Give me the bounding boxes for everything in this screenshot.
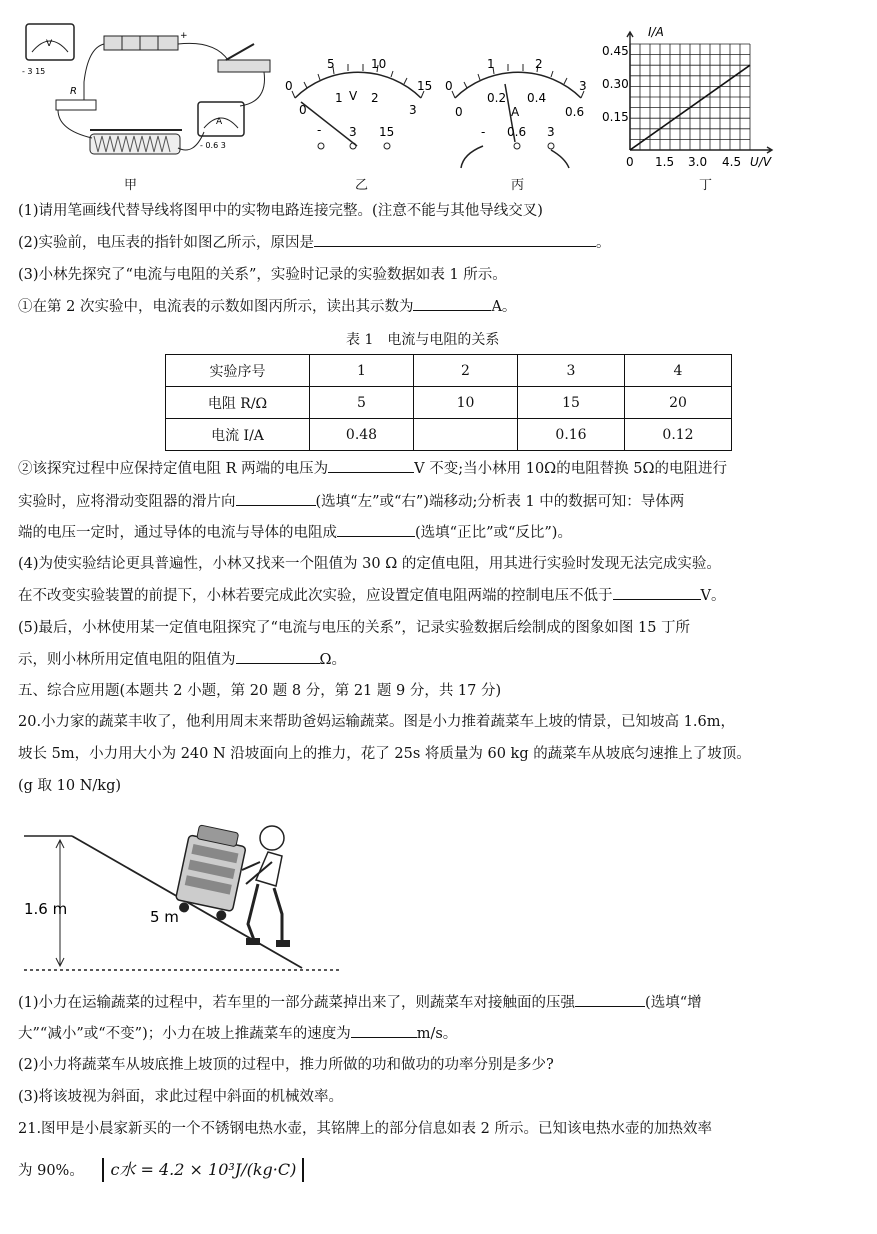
figure-caption-jia: 甲 (124, 178, 138, 193)
amp-top-1: 1 (487, 57, 495, 71)
voltmeter-dial (283, 50, 433, 160)
amp-terminal-0.6: 0.6 (507, 125, 527, 139)
svg-text:V: V (46, 39, 53, 49)
data-table-1 (165, 354, 732, 451)
y-tick-0.15: 0.15 (602, 110, 629, 124)
svg-text:- 3 15: - 3 15 (22, 67, 46, 76)
question-21: 21.图甲是小晨家新买的一个不锈钢电热水壶，其铭牌上的部分信息如表 2 所示。已知该电热水壶的加热效率 (18, 1121, 712, 1137)
y-tick-0.45: 0.45 (602, 44, 629, 58)
x-tick-3.0: 3.0 (688, 155, 708, 169)
x-axis-label: U/V (750, 155, 772, 169)
y-axis-label: I/A (648, 25, 664, 39)
figure-caption-bing: 丙 (511, 178, 525, 193)
volt-bottom-2: 2 (371, 91, 379, 105)
volt-bottom-3: 3 (409, 103, 417, 117)
figure-caption-ding: 丁 (699, 178, 713, 193)
volt-bottom-1: 1 (335, 91, 343, 105)
vegetable-cart (173, 823, 248, 922)
table-caption: 表 1 电流与电阻的关系 (346, 332, 500, 348)
volt-unit: V (349, 89, 358, 103)
volt-terminal-15: 15 (379, 125, 395, 139)
iu-graph (600, 24, 780, 172)
question-20: 20.小力家的蔬菜丰收了，他利用周末来帮助爸妈运输蔬菜。图是小力推着蔬菜车上坡的情景，已知坡高 1.6m， (18, 714, 735, 730)
volt-top-15: 15 (417, 79, 433, 93)
question-20-1-cont: 大”“减小”或“不变”)；小力在坡上推蔬菜车的速度为 m/s。 (18, 1023, 457, 1044)
answer-blank-20-1a[interactable] (575, 992, 645, 1007)
answer-blank-4[interactable] (613, 585, 701, 600)
volt-terminal-minus: - (317, 123, 322, 137)
slope-length-label: 5 m (150, 908, 179, 926)
svg-text:A: A (216, 117, 223, 127)
volt-bottom-0: 0 (299, 103, 307, 117)
slope-figure (20, 822, 350, 978)
volt-top-5: 5 (327, 57, 335, 71)
question-20-g: (g 取 10 N/kg) (18, 778, 122, 794)
question-5-cont: 示，则小林所用定值电阻的阻值为 Ω。 (18, 649, 346, 670)
svg-text:- 0.6 3: - 0.6 3 (200, 141, 226, 150)
amp-bottom-0.4: 0.4 (527, 91, 547, 105)
specific-heat-formula: c水 = 4.2 × 10³J/(kg·C) (102, 1158, 304, 1182)
slope-height-label: 1.6 m (24, 900, 68, 918)
ammeter-dial (443, 50, 593, 170)
question-3-2-end: 端的电压一定时，通过导体的电流与导体的电阻成 (选填“正比”或“反比”)。 (18, 522, 572, 543)
volt-top-10: 10 (371, 57, 387, 71)
amp-terminal-3: 3 (547, 125, 555, 139)
amp-terminal-minus: - (481, 125, 486, 139)
amp-unit: A (511, 105, 520, 119)
answer-blank-2[interactable] (314, 232, 596, 247)
volt-needle (301, 102, 357, 146)
boy-pushing (242, 826, 290, 947)
question-20-2: (2)小力将蔬菜车从坡底推上坡顶的过程中，推力所做的功和做功的功率分别是多少? (18, 1057, 554, 1073)
answer-blank-3-1[interactable] (413, 296, 491, 311)
table-row: 电阻 R/Ω 5 10 15 20 (166, 387, 732, 419)
answer-blank-3-2a[interactable] (328, 458, 414, 473)
amp-bottom-0.6: 0.6 (565, 105, 585, 119)
x-tick-1.5: 1.5 (655, 155, 675, 169)
table-row: 实验序号 1 2 3 4 (166, 355, 732, 387)
question-21-cont: 为 90%。 c水 = 4.2 × 10³J/(kg·C) (18, 1158, 304, 1182)
volt-terminal-3: 3 (349, 125, 357, 139)
question-1: (1)请用笔画线代替导线将图甲中的实物电路连接完整。(注意不能与其他导线交叉) (18, 203, 543, 219)
svg-text:R: R (70, 86, 77, 97)
amp-bottom-0.2: 0.2 (487, 91, 507, 105)
answer-blank-3-2b[interactable] (236, 491, 316, 506)
question-5: (5)最后，小林使用某一定值电阻探究了“电流与电压的关系”，记录实验数据后绘制成的图象如图 15 丁所 (18, 620, 691, 636)
question-20-1: (1)小力在运输蔬菜的过程中，若车里的一部分蔬菜掉出来了，则蔬菜车对接触面的压强 (选填“增 (18, 992, 702, 1013)
answer-blank-20-1b[interactable] (351, 1023, 417, 1038)
question-4: (4)为使实验结论更具普遍性，小林又找来一个阻值为 30 Ω 的定值电阻，用其进行实验时发现无法完成实验。 (18, 556, 721, 572)
table-row: 电流 I/A 0.48 0.16 0.12 (166, 419, 732, 451)
figure-caption-yi: 乙 (355, 178, 369, 193)
question-3: (3)小林先探究了“电流与电阻的关系”，实验时记录的实验数据如表 1 所示。 (18, 267, 507, 283)
amp-top-2: 2 (535, 57, 543, 71)
amp-bottom-0: 0 (455, 105, 463, 119)
question-4-cont: 在不改变实验装置的前提下，小林若要完成此次实验，应设置定值电阻两端的控制电压不低于 V。 (18, 585, 725, 606)
x-axis-arrow (750, 147, 772, 153)
y-axis-arrow (627, 32, 633, 44)
volt-top-0: 0 (285, 79, 293, 93)
y-tick-0.30: 0.30 (602, 77, 629, 91)
table-blank-cell[interactable] (414, 419, 518, 451)
amp-top-3: 3 (579, 79, 587, 93)
question-3-2-cont: 实验时，应将滑动变阻器的滑片向 (选填“左”或“右”)端移动;分析表 1 中的数据可知：导体两 (18, 491, 684, 512)
circuit-figure (18, 22, 280, 172)
x-tick-0: 0 (626, 155, 634, 169)
question-20-cont: 坡长 5m，小力用大小为 240 N 沿坡面向上的推力，花了 25s 将质量为 60 kg 的蔬菜车从坡底匀速推上了坡顶。 (18, 746, 751, 762)
question-20-3: (3)将该坡视为斜面，求此过程中斜面的机械效率。 (18, 1089, 344, 1105)
answer-blank-5[interactable] (236, 649, 320, 664)
amp-top-0: 0 (445, 79, 453, 93)
section-5-heading: 五、综合应用题(本题共 2 小题，第 20 题 8 分，第 21 题 9 分，共 17 分) (18, 683, 502, 699)
svg-text:+: + (180, 31, 188, 41)
answer-blank-3-2c[interactable] (337, 522, 415, 537)
x-tick-4.5: 4.5 (722, 155, 742, 169)
question-3-2: ②该探究过程中应保持定值电阻 R 两端的电压为 V 不变;当小林用 10Ω的电阻替换 5Ω的电阻进行 (18, 458, 727, 479)
question-3-1: ①在第 2 次实验中，电流表的示数如图丙所示，读出其示数为 A。 (18, 296, 516, 317)
question-2: (2)实验前，电压表的指针如图乙所示，原因是 。 (18, 232, 611, 253)
